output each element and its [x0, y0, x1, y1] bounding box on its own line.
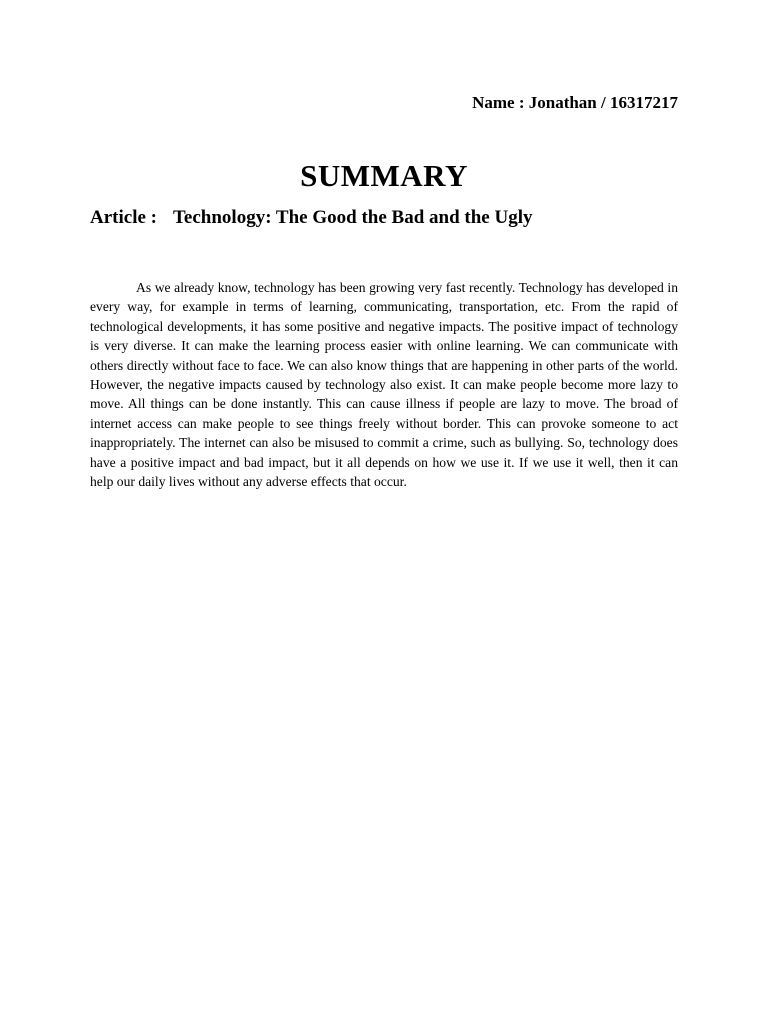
article-label: Article :	[90, 207, 157, 228]
document-title: SUMMARY	[300, 158, 468, 193]
article-heading	[90, 207, 532, 229]
article-title: Technology: The Good the Bad and the Ugly	[172, 207, 533, 228]
author-name-line: Name : Jonathan / 16317217	[472, 93, 678, 112]
summary-paragraph: As we already know, technology has been growing very fast recently. Technology has developed in every way, for example in terms of learning, communicating, transportation, etc. From the rapid of technological developments, it has some positive and negative impacts. The positive impact of technology is very diverse. It can make the learning process easier with online learning. We can communicate with others directly without face to face. We can also know things that are happening in other parts of the world. However, the negative impacts caused by technology also exist. It can make people become more lazy to move. All things can be done instantly. This can cause illness if people are lazy to move. The broad of internet access can make people to see things freely without border. This can provoke someone to act inappropriately. The internet can also be misused to commit a crime, such as bullying. So, technology does have a positive impact and bad impact, but it all depends on how we use it. If we use it well, then it can help our daily lives without any adverse effects that occur.	[90, 280, 678, 490]
